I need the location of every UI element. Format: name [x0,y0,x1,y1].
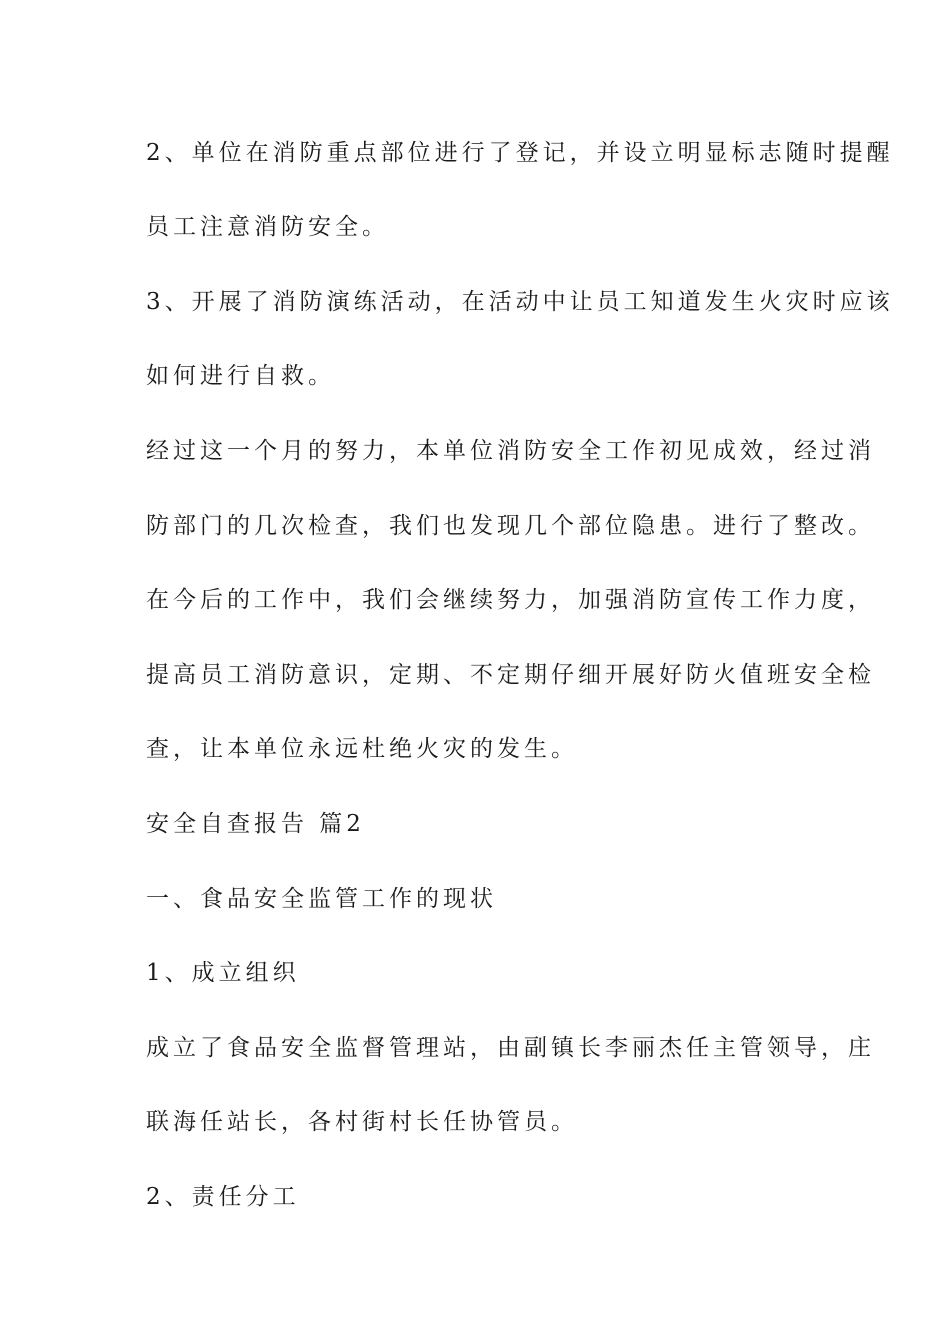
section-heading: 安全自查报告 篇2 [146,811,365,837]
paragraph-line: 在今后的工作中，我们会继续努力，加强消防宣传工作力度， [146,587,875,613]
paragraph-line: 查，让本单位永远杜绝火灾的发生。 [146,736,578,762]
item-heading: 1、成立组织 [146,960,300,986]
paragraph-line: 如何进行自救。 [146,363,335,389]
paragraph-line: 联海任站长，各村街村长任协管员。 [146,1109,578,1135]
item-heading: 2、责任分工 [146,1184,300,1210]
paragraph-line: 经过这一个月的努力，本单位消防安全工作初见成效，经过消 [146,438,875,464]
paragraph-line: 2、单位在消防重点部位进行了登记，并设立明显标志随时提醒 [146,140,894,166]
paragraph-line: 3、开展了消防演练活动，在活动中让员工知道发生火灾时应该 [146,289,894,315]
paragraph-line: 员工注意消防安全。 [146,214,389,240]
paragraph-line: 提高员工消防意识，定期、不定期仔细开展好防火值班安全检 [146,662,875,688]
paragraph-line: 防部门的几次检查，我们也发现几个部位隐患。进行了整改。 [146,513,875,539]
subsection-heading: 一、食品安全监管工作的现状 [146,886,497,912]
paragraph-line: 成立了食品安全监督管理站，由副镇长李丽杰任主管领导，庄 [146,1035,875,1061]
